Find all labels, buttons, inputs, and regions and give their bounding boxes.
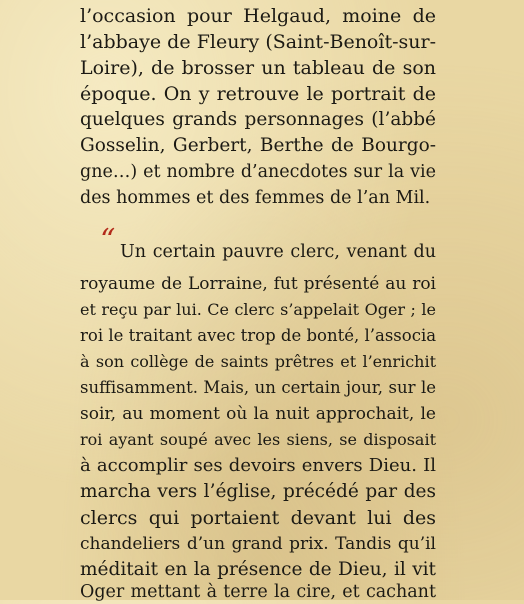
- quote-line: roi ayant soupé avec les siens, se disposait: [80, 430, 436, 449]
- quote-line: royaume de Lorraine, fut présenté au roi: [80, 274, 436, 294]
- intro-line: Gosselin, Gerbert, Berthe de Bourgo-: [80, 135, 436, 156]
- quote-line: Un certain pauvre clerc, venant du: [120, 242, 436, 262]
- intro-line: époque. On y retrouve le portrait de: [80, 83, 436, 105]
- quote-line: à accomplir ses devoirs envers Dieu. Il: [80, 455, 436, 476]
- quote-line: marcha vers l’église, précédé par des: [80, 481, 436, 502]
- intro-line: Loire), de brosser un tableau de son: [80, 57, 436, 79]
- intro-line: quelques grands personnages (l’abbé: [80, 109, 436, 130]
- quote-line: soir, au moment où la nuit approchait, le: [80, 404, 436, 424]
- quote-line: clercs qui portaient devant lui des: [80, 507, 436, 529]
- quote-line: chandeliers d’un grand prix. Tandis qu’il: [80, 534, 436, 554]
- quote-line: à son collège de saints prêtres et l’enrichit: [80, 352, 436, 371]
- quote-line: méditait en la présence de Dieu, il vit: [80, 559, 436, 580]
- quote-mark: “: [100, 223, 116, 258]
- intro-line: des hommes et des femmes de l’an Mil.: [80, 188, 431, 208]
- quote-line: Oger mettant à terre la cire, et cachant: [80, 582, 436, 602]
- quote-line: et reçu par lui. Ce clerc s’appelait Oger ; le: [80, 300, 436, 319]
- intro-line: gne…) et nombre d’anecdotes sur la vie: [80, 162, 436, 182]
- quote-line: suffisamment. Mais, un certain jour, sur le: [80, 378, 436, 397]
- quote-line: roi le traitant avec trop de bonté, l’associa: [80, 326, 437, 345]
- intro-line: l’occasion pour Helgaud, moine de: [80, 5, 436, 27]
- intro-line: l’abbaye de Fleury (Saint-Benoît-sur-: [80, 31, 436, 53]
